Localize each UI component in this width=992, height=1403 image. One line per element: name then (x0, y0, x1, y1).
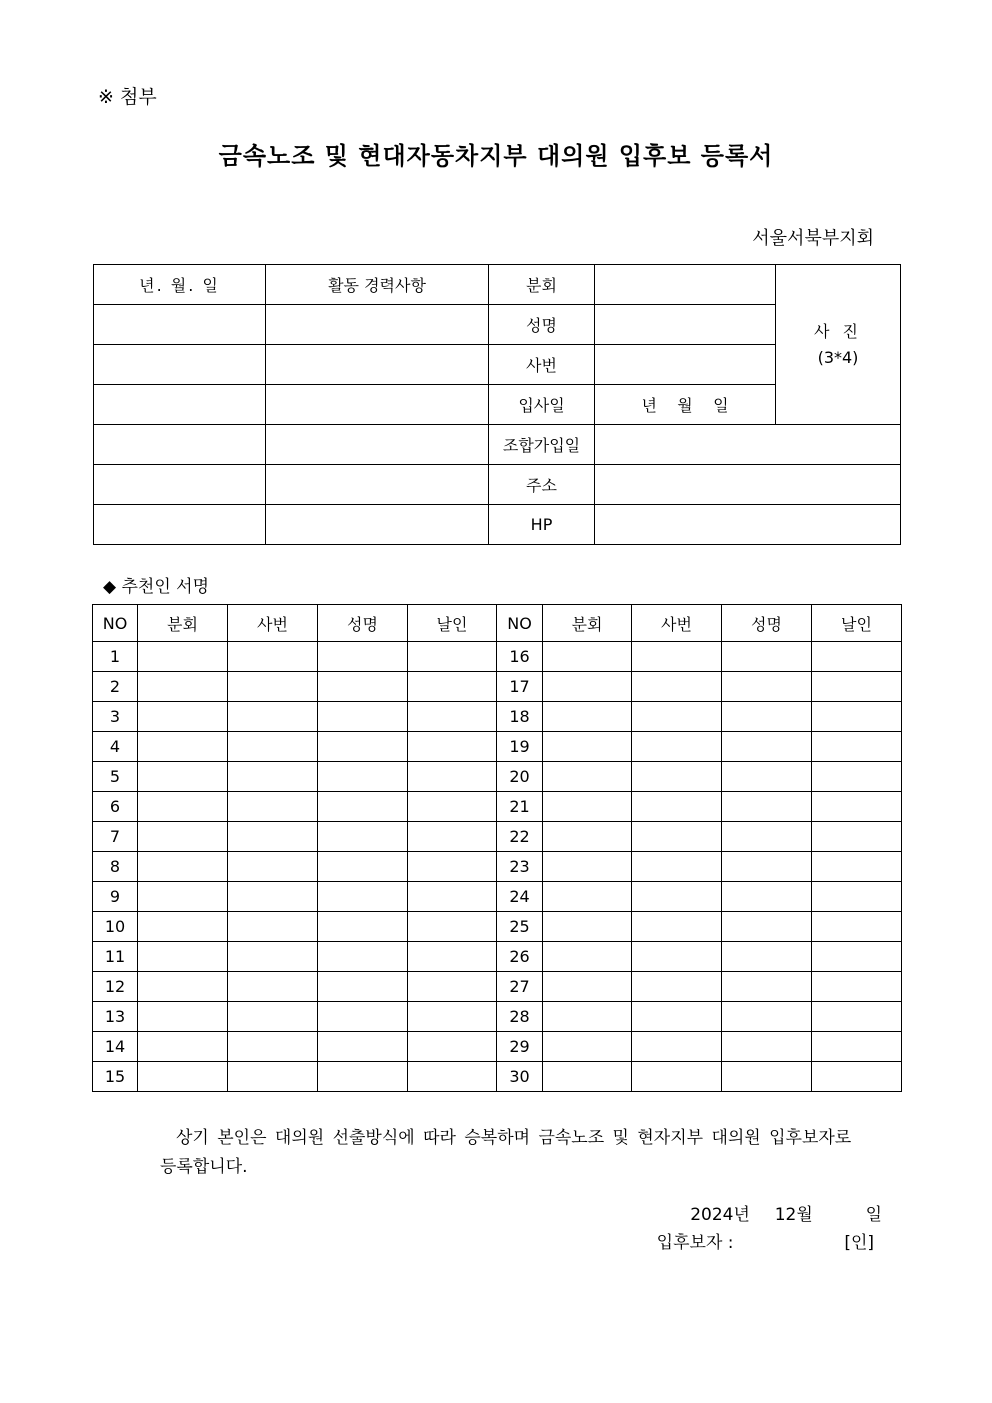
employee-number-cell[interactable] (228, 942, 318, 972)
branch-name: 서울서북부지회 (752, 228, 874, 249)
name-cell[interactable] (318, 702, 408, 732)
employee-number-cell[interactable] (228, 912, 318, 942)
signer-line (657, 1228, 874, 1253)
seal-cell[interactable] (812, 942, 902, 972)
name-cell[interactable] (318, 642, 408, 672)
seal-cell[interactable] (812, 882, 902, 912)
seal-cell[interactable] (812, 972, 902, 1002)
row-number-right: 24 (497, 882, 543, 912)
division-cell[interactable] (543, 852, 632, 882)
employee-number-cell[interactable] (228, 882, 318, 912)
division-cell[interactable] (543, 762, 632, 792)
division-cell[interactable] (543, 972, 632, 1002)
name-cell[interactable] (318, 762, 408, 792)
header-date: 년. 월. 일 (94, 265, 266, 305)
employee-number-cell[interactable] (632, 972, 722, 1002)
employee-number-cell[interactable] (228, 1032, 318, 1062)
seal-cell[interactable] (408, 1002, 497, 1032)
photo-box[interactable] (776, 265, 901, 425)
division-cell[interactable] (543, 1062, 632, 1092)
name-cell[interactable] (318, 732, 408, 762)
division-cell[interactable] (138, 1032, 228, 1062)
row-number-right: 26 (497, 942, 543, 972)
row-number-right: 23 (497, 852, 543, 882)
division-cell[interactable] (138, 762, 228, 792)
row-number-left: 1 (93, 642, 138, 672)
header-career: 활동 경력사항 (266, 265, 489, 305)
name-cell[interactable] (722, 972, 812, 1002)
employee-number-cell[interactable] (228, 762, 318, 792)
row-number-right: 16 (497, 642, 543, 672)
header-division-right: 분회 (543, 605, 632, 642)
header-name-right: 성명 (722, 605, 812, 642)
row-number-left: 6 (93, 792, 138, 822)
row-number-left: 15 (93, 1062, 138, 1092)
division-cell[interactable] (138, 882, 228, 912)
value-name[interactable] (595, 305, 776, 345)
seal-cell[interactable] (408, 702, 497, 732)
date-day[interactable]: 일 (865, 1205, 882, 1225)
employee-number-cell[interactable] (632, 1002, 722, 1032)
division-cell[interactable] (543, 702, 632, 732)
header-no-right: NO (497, 605, 543, 642)
seal-cell[interactable] (812, 852, 902, 882)
row-number-left: 11 (93, 942, 138, 972)
table-row (93, 972, 902, 1002)
name-cell[interactable] (722, 852, 812, 882)
table-row (93, 852, 902, 882)
division-cell[interactable] (138, 912, 228, 942)
table-row (93, 1032, 902, 1062)
employee-number-cell[interactable] (228, 1002, 318, 1032)
row-number-right: 27 (497, 972, 543, 1002)
career-detail-cell[interactable] (266, 385, 489, 425)
row-number-right: 28 (497, 1002, 543, 1032)
name-cell[interactable] (318, 1032, 408, 1062)
name-cell[interactable] (722, 1002, 812, 1032)
name-cell[interactable] (722, 642, 812, 672)
header-name-left: 성명 (318, 605, 408, 642)
seal-cell[interactable] (408, 942, 497, 972)
name-cell[interactable] (722, 822, 812, 852)
row-number-right: 25 (497, 912, 543, 942)
career-table (93, 264, 901, 545)
employee-number-cell[interactable] (228, 732, 318, 762)
page-title: 금속노조 및 현대자동차지부 대의원 입후보 등록서 (218, 142, 774, 170)
value-address[interactable] (595, 465, 901, 505)
career-detail-cell[interactable] (266, 505, 489, 545)
employee-number-cell[interactable] (632, 822, 722, 852)
name-cell[interactable] (722, 792, 812, 822)
seal-cell[interactable] (408, 912, 497, 942)
row-number-left: 2 (93, 672, 138, 702)
row-number-left: 8 (93, 852, 138, 882)
employee-number-cell[interactable] (632, 912, 722, 942)
photo-size: (3*4) (817, 347, 859, 367)
career-date-cell[interactable] (94, 505, 266, 545)
row-number-right: 21 (497, 792, 543, 822)
table-row (93, 882, 902, 912)
division-cell[interactable] (138, 822, 228, 852)
employee-number-cell[interactable] (632, 792, 722, 822)
value-phone[interactable] (595, 505, 901, 545)
table-row (93, 762, 902, 792)
statement-line-2: 등록합니다. (160, 1157, 248, 1177)
division-cell[interactable] (543, 672, 632, 702)
row-number-left: 9 (93, 882, 138, 912)
header-employee-number-right: 사번 (632, 605, 722, 642)
seal-cell[interactable] (408, 642, 497, 672)
division-cell[interactable] (138, 792, 228, 822)
table-row (93, 642, 902, 672)
row-number-right: 30 (497, 1062, 543, 1092)
name-cell[interactable] (318, 972, 408, 1002)
recommender-rows (93, 642, 902, 1092)
division-cell[interactable] (138, 642, 228, 672)
seal-cell[interactable] (408, 672, 497, 702)
attachment-mark: ※ 첨부 (98, 86, 157, 108)
name-cell[interactable] (318, 882, 408, 912)
name-cell[interactable] (318, 672, 408, 702)
division-cell[interactable] (138, 732, 228, 762)
seal-cell[interactable] (812, 762, 902, 792)
row-number-right: 20 (497, 762, 543, 792)
name-cell[interactable] (318, 792, 408, 822)
row-number-left: 3 (93, 702, 138, 732)
seal-cell[interactable] (408, 762, 497, 792)
career-detail-cell[interactable] (266, 465, 489, 505)
seal-cell[interactable] (812, 1032, 902, 1062)
name-cell[interactable] (318, 942, 408, 972)
seal-cell[interactable] (812, 822, 902, 852)
seal-cell[interactable] (812, 672, 902, 702)
career-date-cell[interactable] (94, 305, 266, 345)
employee-number-cell[interactable] (632, 942, 722, 972)
label-employee-number: 사번 (489, 345, 595, 385)
employee-number-cell[interactable] (632, 852, 722, 882)
value-employee-number[interactable] (595, 345, 776, 385)
seal-cell[interactable] (408, 852, 497, 882)
seal-cell[interactable] (812, 1062, 902, 1092)
division-cell[interactable] (138, 672, 228, 702)
career-detail-cell[interactable] (266, 345, 489, 385)
statement (160, 1124, 880, 1182)
seal-cell[interactable] (408, 972, 497, 1002)
seal-cell[interactable] (408, 882, 497, 912)
row-number-left: 7 (93, 822, 138, 852)
value-division[interactable] (595, 265, 776, 305)
employee-number-cell[interactable] (228, 702, 318, 732)
name-cell[interactable] (722, 1032, 812, 1062)
label-name: 성명 (489, 305, 595, 345)
date-month[interactable]: 12월 (774, 1205, 813, 1225)
name-cell[interactable] (318, 852, 408, 882)
statement-line-1: 상기 본인은 대의원 선출방식에 따라 승복하며 금속노조 및 현자지부 대의원 입후보자로 (176, 1128, 852, 1148)
header-employee-number-left: 사번 (228, 605, 318, 642)
name-cell[interactable] (722, 702, 812, 732)
recommender-heading: ◆ 추천인 서명 (103, 577, 209, 597)
label-phone: HP (489, 505, 595, 545)
row-number-right: 19 (497, 732, 543, 762)
header-seal-right: 날인 (812, 605, 902, 642)
name-cell[interactable] (722, 1062, 812, 1092)
name-cell[interactable] (722, 732, 812, 762)
employee-number-cell[interactable] (228, 822, 318, 852)
seal-cell[interactable] (812, 912, 902, 942)
employee-number-cell[interactable] (632, 882, 722, 912)
name-cell[interactable] (722, 912, 812, 942)
seal-cell[interactable] (408, 792, 497, 822)
table-row (93, 1062, 902, 1092)
seal-cell[interactable] (812, 792, 902, 822)
employee-number-cell[interactable] (632, 642, 722, 672)
division-cell[interactable] (138, 852, 228, 882)
label-division: 분회 (489, 265, 595, 305)
seal-cell[interactable] (812, 732, 902, 762)
career-date-cell[interactable] (94, 385, 266, 425)
row-number-left: 12 (93, 972, 138, 1002)
label-union-join-date: 조합가입일 (489, 425, 595, 465)
employee-number-cell[interactable] (228, 642, 318, 672)
career-date-cell[interactable] (94, 465, 266, 505)
row-number-right: 29 (497, 1032, 543, 1062)
date-line (690, 1200, 882, 1225)
name-cell[interactable] (318, 1002, 408, 1032)
row-number-right: 17 (497, 672, 543, 702)
employee-number-cell[interactable] (228, 792, 318, 822)
row-number-left: 14 (93, 1032, 138, 1062)
date-year: 2024년 (690, 1205, 750, 1225)
name-cell[interactable] (318, 822, 408, 852)
division-cell[interactable] (543, 822, 632, 852)
employee-number-cell[interactable] (632, 1062, 722, 1092)
employee-number-cell[interactable] (228, 672, 318, 702)
division-cell[interactable] (543, 792, 632, 822)
name-cell[interactable] (722, 942, 812, 972)
division-cell[interactable] (543, 942, 632, 972)
division-cell[interactable] (543, 732, 632, 762)
header-no-left: NO (93, 605, 138, 642)
division-cell[interactable] (138, 1062, 228, 1092)
name-cell[interactable] (722, 882, 812, 912)
row-number-left: 5 (93, 762, 138, 792)
value-hire-date[interactable]: 년 월 일 (595, 385, 776, 425)
employee-number-cell[interactable] (632, 1032, 722, 1062)
label-hire-date: 입사일 (489, 385, 595, 425)
employee-number-cell[interactable] (228, 1062, 318, 1092)
seal-cell[interactable] (812, 702, 902, 732)
header-seal-left: 날인 (408, 605, 497, 642)
table-row (93, 732, 902, 762)
employee-number-cell[interactable] (228, 972, 318, 1002)
signer-label: 입후보자 : (656, 1233, 734, 1253)
division-cell[interactable] (543, 882, 632, 912)
table-row (93, 942, 902, 972)
table-row (93, 792, 902, 822)
seal-cell[interactable] (408, 1062, 497, 1092)
career-detail-cell[interactable] (266, 305, 489, 345)
seal-cell[interactable] (408, 1032, 497, 1062)
photo-label: 사 진 (814, 321, 862, 341)
career-date-cell[interactable] (94, 345, 266, 385)
name-cell[interactable] (318, 1062, 408, 1092)
division-cell[interactable] (543, 1032, 632, 1062)
division-cell[interactable] (138, 972, 228, 1002)
seal-cell[interactable] (812, 642, 902, 672)
seal-cell[interactable] (812, 1002, 902, 1032)
row-number-left: 13 (93, 1002, 138, 1032)
name-cell[interactable] (318, 912, 408, 942)
table-row (93, 822, 902, 852)
division-cell[interactable] (543, 1002, 632, 1032)
seal-cell[interactable] (408, 732, 497, 762)
employee-number-cell[interactable] (632, 732, 722, 762)
table-row (93, 1002, 902, 1032)
career-detail-cell[interactable] (266, 425, 489, 465)
name-cell[interactable] (722, 762, 812, 792)
name-cell[interactable] (722, 672, 812, 702)
division-cell[interactable] (138, 702, 228, 732)
row-number-right: 22 (497, 822, 543, 852)
table-row (93, 672, 902, 702)
seal-cell[interactable] (408, 822, 497, 852)
career-date-cell[interactable] (94, 425, 266, 465)
recommender-table (92, 604, 902, 1092)
division-cell[interactable] (138, 1002, 228, 1032)
employee-number-cell[interactable] (632, 762, 722, 792)
row-number-left: 4 (93, 732, 138, 762)
employee-number-cell[interactable] (632, 702, 722, 732)
table-row (93, 702, 902, 732)
employee-number-cell[interactable] (632, 672, 722, 702)
label-address: 주소 (489, 465, 595, 505)
employee-number-cell[interactable] (228, 852, 318, 882)
value-union-join-date[interactable] (595, 425, 901, 465)
row-number-right: 18 (497, 702, 543, 732)
row-number-left: 10 (93, 912, 138, 942)
division-cell[interactable] (543, 642, 632, 672)
signer-seal[interactable]: [인] (844, 1233, 874, 1253)
header-division-left: 분회 (138, 605, 228, 642)
division-cell[interactable] (543, 912, 632, 942)
division-cell[interactable] (138, 942, 228, 972)
table-row (93, 912, 902, 942)
